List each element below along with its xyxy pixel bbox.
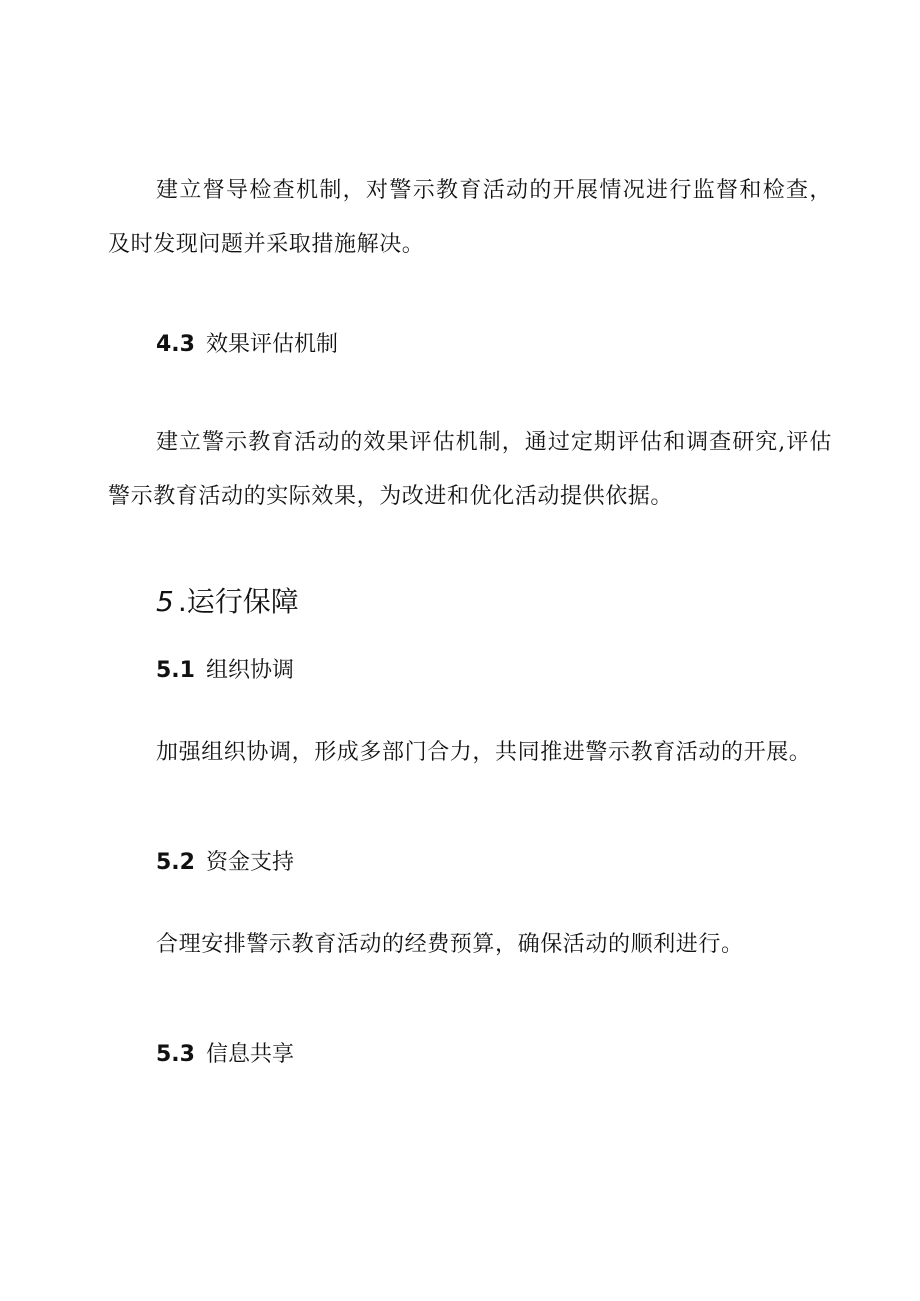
heading-5-2 bbox=[156, 848, 294, 878]
heading-number: 4.3 bbox=[156, 332, 195, 357]
heading-number: 5.3 bbox=[156, 1042, 195, 1067]
paragraph-evaluation: 建立警示教育活动的效果评估机制，通过定期评估和调查研究,评估警示教育活动的实际效果，为改进和优化活动提供依据。 bbox=[108, 430, 832, 509]
heading-text: .运行保障 bbox=[177, 585, 299, 618]
heading-text: 资金支持 bbox=[205, 850, 294, 875]
heading-number: 5.1 bbox=[156, 658, 195, 683]
heading-5-1 bbox=[156, 656, 294, 686]
paragraph-coordination: 加强组织协调，形成多部门合力，共同推进警示教育活动的开展。 bbox=[156, 740, 812, 765]
heading-4-3 bbox=[156, 330, 338, 360]
heading-5-3 bbox=[156, 1040, 294, 1070]
heading-text: 信息共享 bbox=[205, 1042, 294, 1067]
heading-number: 5.2 bbox=[156, 850, 195, 875]
paragraph-funding: 合理安排警示教育活动的经费预算，确保活动的顺利进行。 bbox=[156, 932, 744, 957]
heading-text: 效果评估机制 bbox=[205, 332, 338, 357]
heading-5 bbox=[156, 584, 299, 620]
heading-text: 组织协调 bbox=[205, 658, 294, 683]
paragraph-supervision: 建立督导检查机制，对警示教育活动的开展情况进行监督和检查，及时发现问题并采取措施解决。 bbox=[108, 178, 832, 257]
heading-number: 5 bbox=[156, 585, 174, 618]
